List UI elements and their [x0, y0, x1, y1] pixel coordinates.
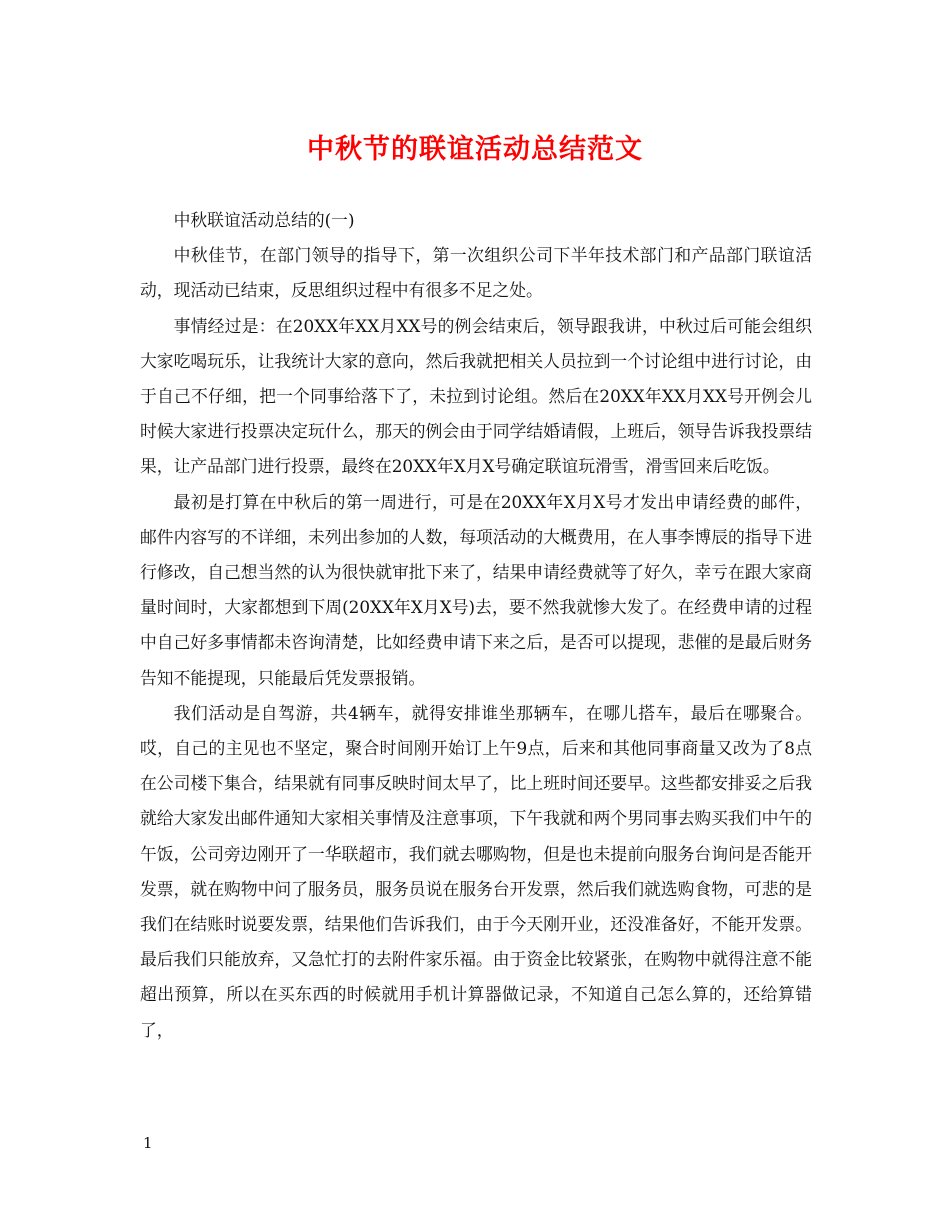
- document-body: [140, 203, 812, 1048]
- paragraph-heading: 中秋联谊活动总结的(一): [173, 210, 355, 230]
- paragraph: 我们活动是自驾游，共4辆车，就得安排谁坐那辆车，在哪儿搭车，最后在哪聚合。哎，自己的主见也不坚定，聚合时间刚开始订上午9点，后来和其他同事商量又改为了8点在公司楼下集合，结果就有同事反映时间太早了，比上班时间还要早。这些都安排妥之后我就给大家发出邮件通知大家相关事情及注意事项，下午我就和两个男同事去购买我们中午的午饭，公司旁边刚开了一华联超市，我们就去哪购物，但是也未提前向服务台询问是否能开发票，就在购物中问了服务员，服务员说在服务台开发票，然后我们就选购食物，可悲的是我们在结账时说要发票，结果他们告诉我们，由于今天刚开业，还没准备好，不能开发票。最后我们只能放弃，又急忙打的去附件家乐福。由于资金比较紧张，在购物中就得注意不能超出预算，所以在买东西的时候就用手机计算器做记录，不知道自己怎么算的，还给算错了，: [140, 702, 812, 1040]
- paragraph: 中秋佳节，在部门领导的指导下，第一次组织公司下半年技术部门和产品部门联谊活动，现活动已结束，反思组织过程中有很多不足之处。: [140, 245, 812, 301]
- paragraph: 最初是打算在中秋后的第一周进行，可是在20XX年X月X号才发出申请经费的邮件，邮件内容写的不详细，未列出参加的人数，每项活动的大概费用，在人事李博辰的指导下进行修改，自己想当然的认为很快就审批下来了，结果申请经费就等了好久，幸亏在跟大家商量时间时，大家都想到下周(20XX年X月X号)去，要不然我就惨大发了。在经费申请的过程中自己好多事情都未咨询清楚，比如经费申请下来之后，是否可以提现，悲催的是最后财务告知不能提现，只能最后凭发票报销。: [140, 491, 812, 688]
- paragraph: 事情经过是：在20XX年XX月XX号的例会结束后，领导跟我讲，中秋过后可能会组织大家吃喝玩乐，让我统计大家的意向，然后我就把相关人员拉到一个讨论组中进行讨论，由于自己不仔细，把一个同事给落下了，未拉到讨论组。然后在20XX年XX月XX号开例会儿时候大家进行投票决定玩什么，那天的例会由于同学结婚请假，上班后，领导告诉我投票结果，让产品部门进行投票，最终在20XX年X月X号确定联谊玩滑雪，滑雪回来后吃饭。: [140, 315, 812, 477]
- page-number: 1: [143, 1134, 153, 1152]
- document-title: 中秋节的联谊活动总结范文: [307, 134, 643, 165]
